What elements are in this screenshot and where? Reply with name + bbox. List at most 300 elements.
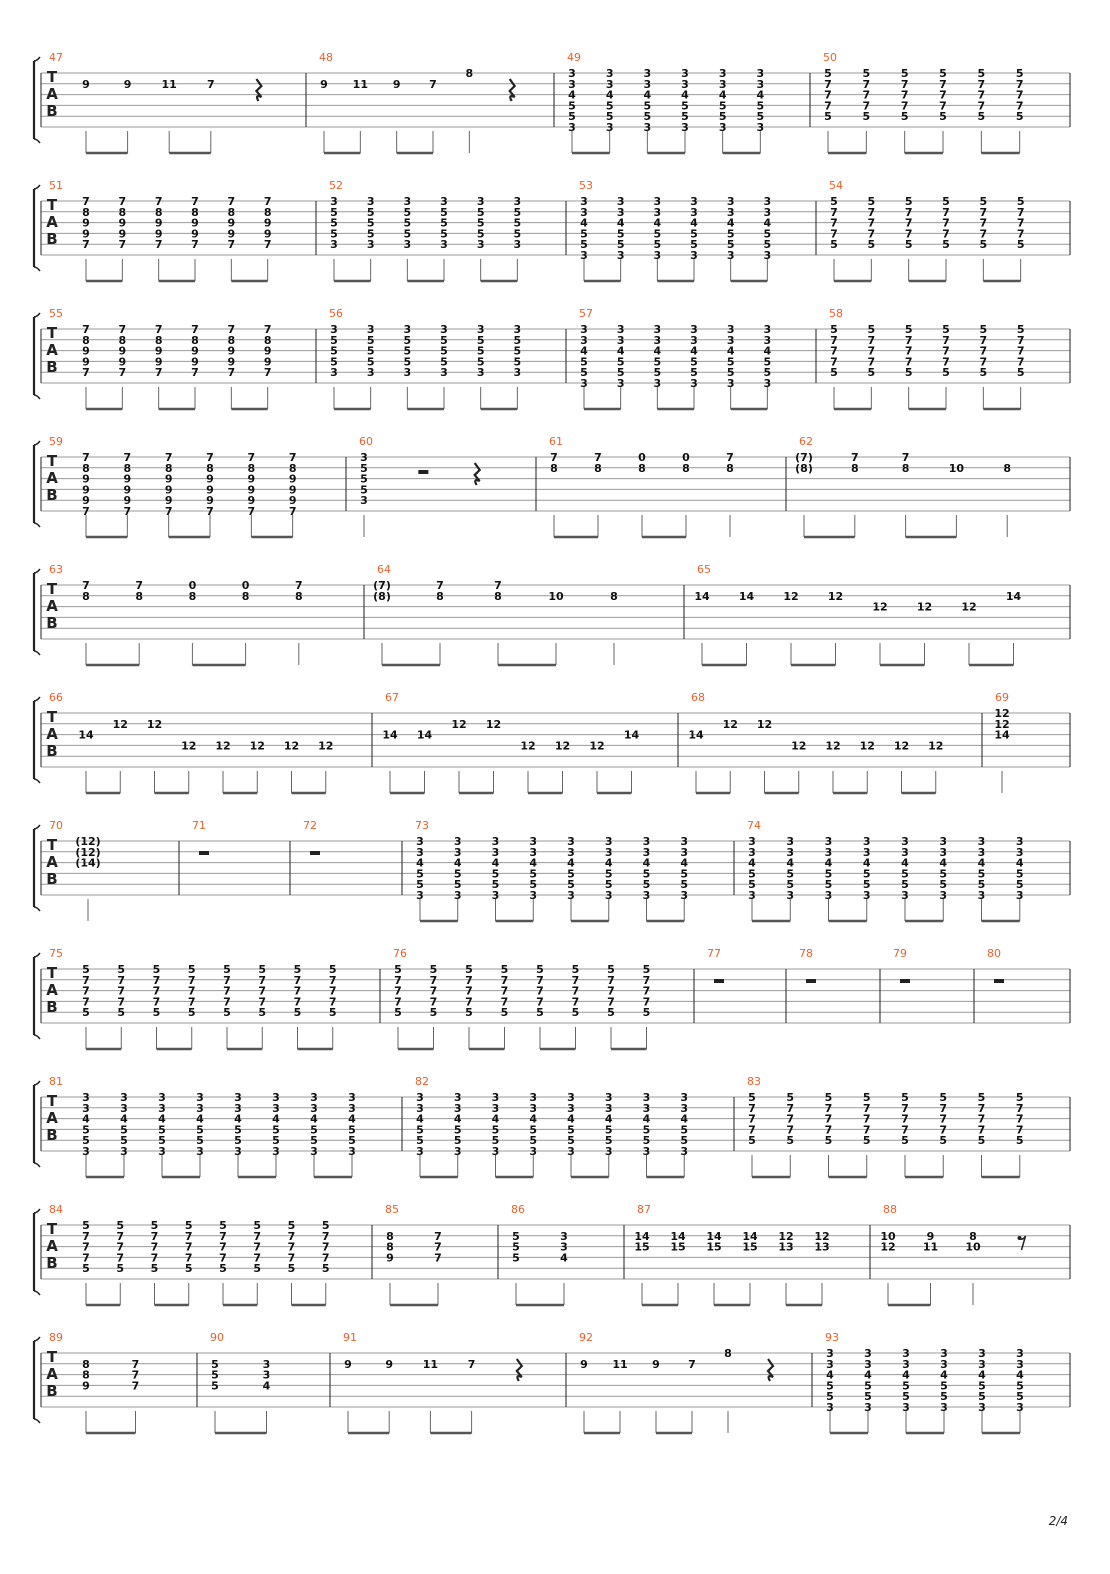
fret-number: 7 [594, 451, 602, 464]
fret-number: 5 [605, 99, 614, 113]
fret-number: 5 [184, 1219, 193, 1232]
fret-number: 5 [901, 1134, 909, 1148]
fret-number: 5 [82, 1134, 90, 1148]
tab-clef-letter: B [46, 358, 58, 376]
fret-number: 5 [642, 867, 651, 881]
fret-number: 4 [681, 88, 689, 102]
fret-number: 3 [120, 1091, 128, 1104]
fret-number: 9 [82, 344, 90, 358]
fret-number: 5 [567, 878, 575, 892]
fret-number: 5 [862, 1134, 871, 1148]
fret-number: 3 [348, 1145, 356, 1158]
fret-number: 12 [827, 589, 844, 603]
fret-number: 3 [680, 1091, 689, 1104]
measure-93 [825, 1331, 1024, 1433]
fret-number: 7 [131, 1379, 140, 1393]
fret-number: 5 [196, 1123, 204, 1137]
measure-78 [799, 947, 816, 983]
fret-number: 14 [382, 728, 398, 742]
fret-number: 9 [288, 494, 297, 508]
fret-number: 5 [394, 1006, 402, 1020]
measure-number: 62 [799, 435, 813, 448]
fret-number: 12 [994, 717, 1010, 731]
fret-number: 4 [978, 1368, 986, 1382]
measure-68 [688, 691, 943, 793]
fret-number: 5 [830, 195, 838, 208]
fret-number: 7 [117, 973, 126, 987]
fret-number: 5 [258, 963, 267, 976]
fret-number: 5 [1015, 878, 1024, 892]
fret-number: 7 [82, 505, 90, 518]
fret-number: 7 [223, 995, 231, 1009]
fret-number: 3 [567, 889, 575, 902]
measure-number: 49 [567, 51, 581, 64]
fret-number: 9 [82, 494, 90, 508]
fret-number: 4 [348, 1112, 356, 1126]
fret-number: 4 [158, 1112, 166, 1126]
fret-number: 3 [580, 195, 588, 208]
fret-number: 5 [604, 867, 613, 881]
fret-number: 5 [763, 238, 772, 252]
fret-number: 9 [191, 216, 199, 230]
fret-number: 3 [453, 1101, 462, 1115]
fret-number: 5 [616, 227, 625, 241]
fret-number: 5 [681, 99, 689, 113]
fret-number: 5 [330, 205, 338, 219]
bracket-hook-top [34, 825, 40, 829]
fret-number: 3 [158, 1101, 166, 1115]
bracket-hook-bottom [34, 651, 40, 655]
fret-number: 3 [726, 377, 735, 390]
fret-number: 5 [330, 333, 338, 347]
fret-number: 5 [440, 227, 448, 241]
fret-number: 7 [263, 323, 272, 336]
fret-number: 8 [227, 333, 236, 347]
fret-number: 7 [321, 1240, 330, 1254]
fret-number: 4 [604, 856, 613, 870]
fret-number: 7 [867, 355, 876, 369]
fret-number: 5 [328, 963, 337, 976]
fret-number: 8 [901, 461, 910, 475]
fret-number: 7 [258, 984, 267, 998]
fret-number: 5 [403, 205, 412, 219]
fret-number: 7 [850, 451, 859, 464]
fret-number: 5 [748, 1091, 756, 1104]
fret-number: 5 [1016, 1379, 1024, 1393]
fret-number: 3 [763, 377, 772, 390]
fret-number: 4 [718, 88, 727, 102]
fret-number: 4 [567, 1112, 575, 1126]
fret-number: 5 [726, 227, 735, 241]
fret-number: 9 [385, 1357, 394, 1371]
fret-number: 7 [977, 99, 986, 113]
fret-number: 4 [1016, 1368, 1024, 1382]
fret-number: 3 [653, 323, 662, 336]
fret-number: 3 [82, 1101, 90, 1115]
fret-number: 7 [536, 995, 544, 1009]
bracket-hook-top [34, 953, 40, 957]
fret-number: 3 [272, 1101, 280, 1115]
fret-number: 5 [690, 238, 698, 252]
fret-number: 14 [670, 1229, 686, 1243]
fret-number: 12 [485, 717, 502, 731]
fret-number: 7 [939, 88, 947, 102]
fret-number: 14 [994, 728, 1010, 742]
fret-number: 5 [939, 1134, 948, 1148]
fret-number: 9 [154, 344, 163, 358]
fret-number: 7 [904, 205, 913, 219]
fret-number: 5 [867, 238, 876, 252]
fret-number: 15 [706, 1240, 722, 1254]
fret-number: 7 [152, 984, 161, 998]
fret-number: 5 [513, 205, 522, 219]
fret-number: 3 [453, 835, 462, 848]
fret-number: 3 [901, 845, 909, 859]
fret-number: 5 [150, 1262, 159, 1276]
fret-number: 3 [680, 845, 689, 859]
measure-number: 85 [385, 1203, 399, 1216]
fret-number: 5 [901, 1091, 909, 1104]
fret-number: 7 [979, 227, 988, 241]
fret-number: 4 [568, 88, 576, 102]
fret-number: 5 [287, 1219, 296, 1232]
fret-number: 3 [366, 366, 375, 380]
fret-number: 3 [643, 77, 652, 91]
fret-number: 11 [161, 77, 177, 91]
measure-number: 61 [549, 435, 563, 448]
measure-63 [46, 563, 303, 665]
fret-number: 7 [824, 1101, 833, 1115]
fret-number: 5 [824, 867, 833, 881]
fret-number: 3 [718, 67, 727, 80]
fret-number: 5 [476, 205, 485, 219]
fret-number: 5 [1015, 1091, 1024, 1104]
fret-number: 8 [850, 461, 859, 475]
fret-number: (8) [795, 461, 813, 475]
fret-number: 7 [227, 195, 236, 208]
fret-number: 3 [476, 366, 485, 380]
fret-number: 5 [942, 195, 950, 208]
fret-number: 3 [977, 889, 986, 902]
measure-number: 57 [579, 307, 593, 320]
fret-number: 3 [366, 195, 375, 208]
fret-number: 7 [429, 77, 437, 91]
fret-number: 3 [234, 1091, 242, 1104]
fret-number: 5 [293, 1006, 302, 1020]
fret-number: 14 [416, 728, 433, 742]
quarter-rest [475, 463, 480, 485]
fret-number: 4 [748, 856, 756, 870]
measure-number: 84 [49, 1203, 63, 1216]
fret-number: 5 [867, 195, 876, 208]
fret-number: 3 [440, 323, 448, 336]
fret-number: 7 [824, 99, 832, 113]
fret-number: 3 [605, 77, 614, 91]
fret-number: 3 [529, 1091, 538, 1104]
fret-number: 3 [366, 238, 375, 252]
fret-number: 15 [742, 1240, 758, 1254]
fret-number: 3 [196, 1101, 204, 1115]
fret-number: 5 [440, 205, 448, 219]
fret-number: 8 [294, 589, 303, 603]
fret-number: 5 [1015, 1134, 1024, 1148]
fret-number: 3 [690, 323, 698, 336]
fret-number: 7 [287, 1240, 296, 1254]
page-number: 2/4 [1048, 1514, 1068, 1528]
fret-number: 7 [900, 77, 909, 91]
fret-number: 4 [826, 1368, 834, 1382]
fret-number: 3 [690, 377, 698, 390]
fret-number: 7 [117, 995, 126, 1009]
tab-clef-letter: B [46, 1382, 58, 1400]
fret-number: 3 [491, 1145, 500, 1158]
fret-number: 5 [942, 366, 950, 380]
fret-number: 5 [580, 355, 588, 369]
fret-number: 5 [234, 1123, 242, 1137]
fret-number: 3 [680, 889, 689, 902]
fret-number: 5 [786, 878, 795, 892]
fret-number: 5 [901, 878, 909, 892]
fret-number: 9 [206, 483, 214, 497]
fret-number: 5 [824, 1134, 833, 1148]
fret-number: 3 [756, 67, 765, 80]
fret-number: 5 [120, 1134, 128, 1148]
fret-number: 7 [904, 216, 913, 230]
fret-number: 5 [403, 333, 412, 347]
fret-number: 5 [830, 366, 838, 380]
fret-number: 3 [330, 366, 338, 380]
fret-number: 5 [642, 963, 651, 976]
fret-number: 5 [901, 867, 909, 881]
fret-number: 7 [434, 1229, 442, 1243]
fret-number: 5 [653, 355, 662, 369]
measure-number: 76 [393, 947, 407, 960]
fret-number: 5 [513, 333, 522, 347]
fret-number: 8 [247, 461, 256, 475]
fret-number: 3 [901, 889, 909, 902]
fret-number: 5 [977, 110, 986, 124]
fret-number: 3 [529, 845, 538, 859]
fret-number: 5 [366, 205, 375, 219]
fret-number: 5 [580, 366, 588, 380]
fret-number: 5 [567, 1123, 575, 1137]
fret-number: 3 [567, 845, 575, 859]
fret-number: 3 [616, 323, 625, 336]
fret-number: 14 [706, 1229, 722, 1243]
fret-number: 3 [681, 67, 689, 80]
fret-number: 7 [824, 77, 832, 91]
fret-number: 9 [164, 494, 173, 508]
fret-number: 7 [824, 1123, 833, 1137]
fret-number: 3 [560, 1240, 568, 1254]
fret-number: 5 [862, 878, 871, 892]
fret-number: 5 [513, 216, 522, 230]
fret-number: 7 [942, 344, 950, 358]
fret-number: 3 [642, 1091, 651, 1104]
fret-number: 5 [453, 1123, 462, 1137]
tab-clef-letter: A [46, 981, 58, 999]
fret-number: 5 [321, 1262, 330, 1276]
measure-67 [382, 691, 639, 793]
fret-number: 7 [184, 1240, 193, 1254]
fret-number: 3 [529, 889, 538, 902]
fret-number: 5 [904, 238, 913, 252]
fret-number: 0 [241, 579, 250, 592]
fret-number: 8 [154, 333, 163, 347]
measure-number: 86 [511, 1203, 525, 1216]
fret-number: 9 [154, 216, 163, 230]
half-rest [418, 470, 428, 474]
fret-number: 5 [512, 1240, 520, 1254]
fret-number: 5 [465, 963, 473, 976]
fret-number: 5 [196, 1134, 204, 1148]
bracket-hook-bottom [34, 1035, 40, 1039]
fret-number: 4 [453, 856, 462, 870]
fret-number: 7 [942, 227, 950, 241]
fret-number: 3 [580, 249, 588, 262]
fret-number: 7 [154, 238, 163, 252]
fret-number: 7 [321, 1251, 330, 1265]
quarter-rest [768, 1359, 773, 1381]
fret-number: 5 [366, 227, 375, 241]
fret-number: 3 [513, 238, 522, 252]
fret-number: 8 [135, 589, 144, 603]
fret-number: 7 [287, 1229, 296, 1243]
fret-number: 7 [206, 451, 214, 464]
fret-number: 3 [513, 323, 522, 336]
tab-system [34, 435, 1070, 537]
fret-number: 9 [191, 227, 199, 241]
fret-number: 3 [763, 323, 772, 336]
fret-number: 5 [900, 110, 909, 124]
fret-number: 3 [604, 1101, 613, 1115]
fret-number: 12 [451, 717, 467, 731]
bracket-hook-top [34, 57, 40, 61]
measure-number: 63 [49, 563, 63, 576]
measure-54 [829, 179, 1024, 281]
fret-number: 4 [940, 1368, 948, 1382]
fret-number: 7 [900, 88, 909, 102]
fret-number: 3 [690, 205, 698, 219]
fret-number: 5 [440, 216, 448, 230]
fret-number: 3 [416, 835, 424, 848]
fret-number: 3 [940, 1401, 948, 1414]
fret-number: 3 [262, 1368, 271, 1382]
measure-number: 54 [829, 179, 843, 192]
fret-number: 9 [247, 483, 256, 497]
fret-number: 3 [1016, 1401, 1024, 1414]
fret-number: 5 [616, 355, 625, 369]
fret-number: 3 [786, 845, 795, 859]
fret-number: 7 [82, 1229, 90, 1243]
fret-number: 3 [826, 1347, 834, 1360]
bracket-hook-bottom [34, 779, 40, 783]
fret-number: 5 [150, 1219, 159, 1232]
measure-number: 88 [883, 1203, 897, 1216]
fret-number: 10 [948, 461, 965, 475]
quarter-rest [510, 79, 515, 101]
fret-number: 4 [120, 1112, 128, 1126]
fret-number: 7 [321, 1229, 330, 1243]
fret-number: 9 [206, 472, 214, 486]
fret-number: 7 [219, 1229, 227, 1243]
fret-number: 5 [904, 366, 913, 380]
fret-number: 12 [994, 707, 1010, 720]
fret-number: 7 [263, 366, 272, 380]
fret-number: 5 [680, 867, 689, 881]
fret-number: 5 [826, 1390, 834, 1404]
fret-number: 3 [642, 835, 651, 848]
fret-number: 12 [181, 739, 197, 753]
fret-number: 5 [786, 867, 795, 881]
measure-number: 92 [579, 1331, 593, 1344]
fret-number: 12 [589, 739, 605, 753]
fret-number: 3 [653, 377, 662, 390]
measure-62 [795, 435, 1011, 537]
fret-number: 5 [939, 67, 947, 80]
fret-number: 7 [688, 1357, 696, 1371]
fret-number: 4 [580, 216, 588, 230]
fret-number: 5 [116, 1262, 125, 1276]
fret-number: 7 [187, 984, 196, 998]
fret-number: 5 [1015, 67, 1024, 80]
fret-number: 5 [394, 963, 402, 976]
fret-number: 5 [607, 963, 615, 976]
fret-number: 5 [940, 1379, 948, 1393]
fret-number: 5 [330, 355, 338, 369]
fret-number: 8 [550, 461, 558, 475]
measure-61 [549, 435, 734, 537]
fret-number: 7 [867, 205, 876, 219]
fret-number: 7 [1015, 99, 1024, 113]
measure-number: 60 [359, 435, 373, 448]
fret-number: 3 [616, 333, 625, 347]
fret-number: 3 [681, 121, 689, 134]
fret-number: 3 [824, 889, 833, 902]
fret-number: 5 [680, 1134, 689, 1148]
fret-number: 7 [263, 195, 272, 208]
fret-number: 5 [977, 67, 986, 80]
fret-number: 5 [680, 1123, 689, 1137]
fret-number: 3 [440, 238, 448, 252]
fret-number: 7 [82, 973, 90, 987]
fret-number: 5 [330, 344, 338, 358]
fret-number: 3 [824, 845, 833, 859]
fret-number: 5 [718, 99, 727, 113]
whole-rest [806, 979, 816, 983]
fret-number: 9 [123, 494, 132, 508]
fret-number: 5 [360, 483, 368, 497]
fret-number: 5 [642, 1134, 651, 1148]
measure-51 [46, 179, 272, 281]
fret-number: 9 [82, 216, 90, 230]
fret-number: 5 [512, 1251, 520, 1265]
fret-number: 9 [263, 355, 272, 369]
fret-number: 7 [293, 973, 302, 987]
measure-48 [319, 51, 515, 153]
fret-number: 5 [500, 1006, 509, 1020]
fret-number: 5 [690, 227, 698, 241]
fret-number: 14 [688, 728, 704, 742]
measure-number: 53 [579, 179, 593, 192]
fret-number: 5 [348, 1134, 356, 1148]
fret-number: 3 [82, 1145, 90, 1158]
fret-number: 14 [634, 1229, 650, 1243]
measure-81 [46, 1075, 356, 1177]
measure-55 [46, 307, 272, 409]
fret-number: 7 [901, 1112, 909, 1126]
tab-clef-letter: A [46, 341, 58, 359]
